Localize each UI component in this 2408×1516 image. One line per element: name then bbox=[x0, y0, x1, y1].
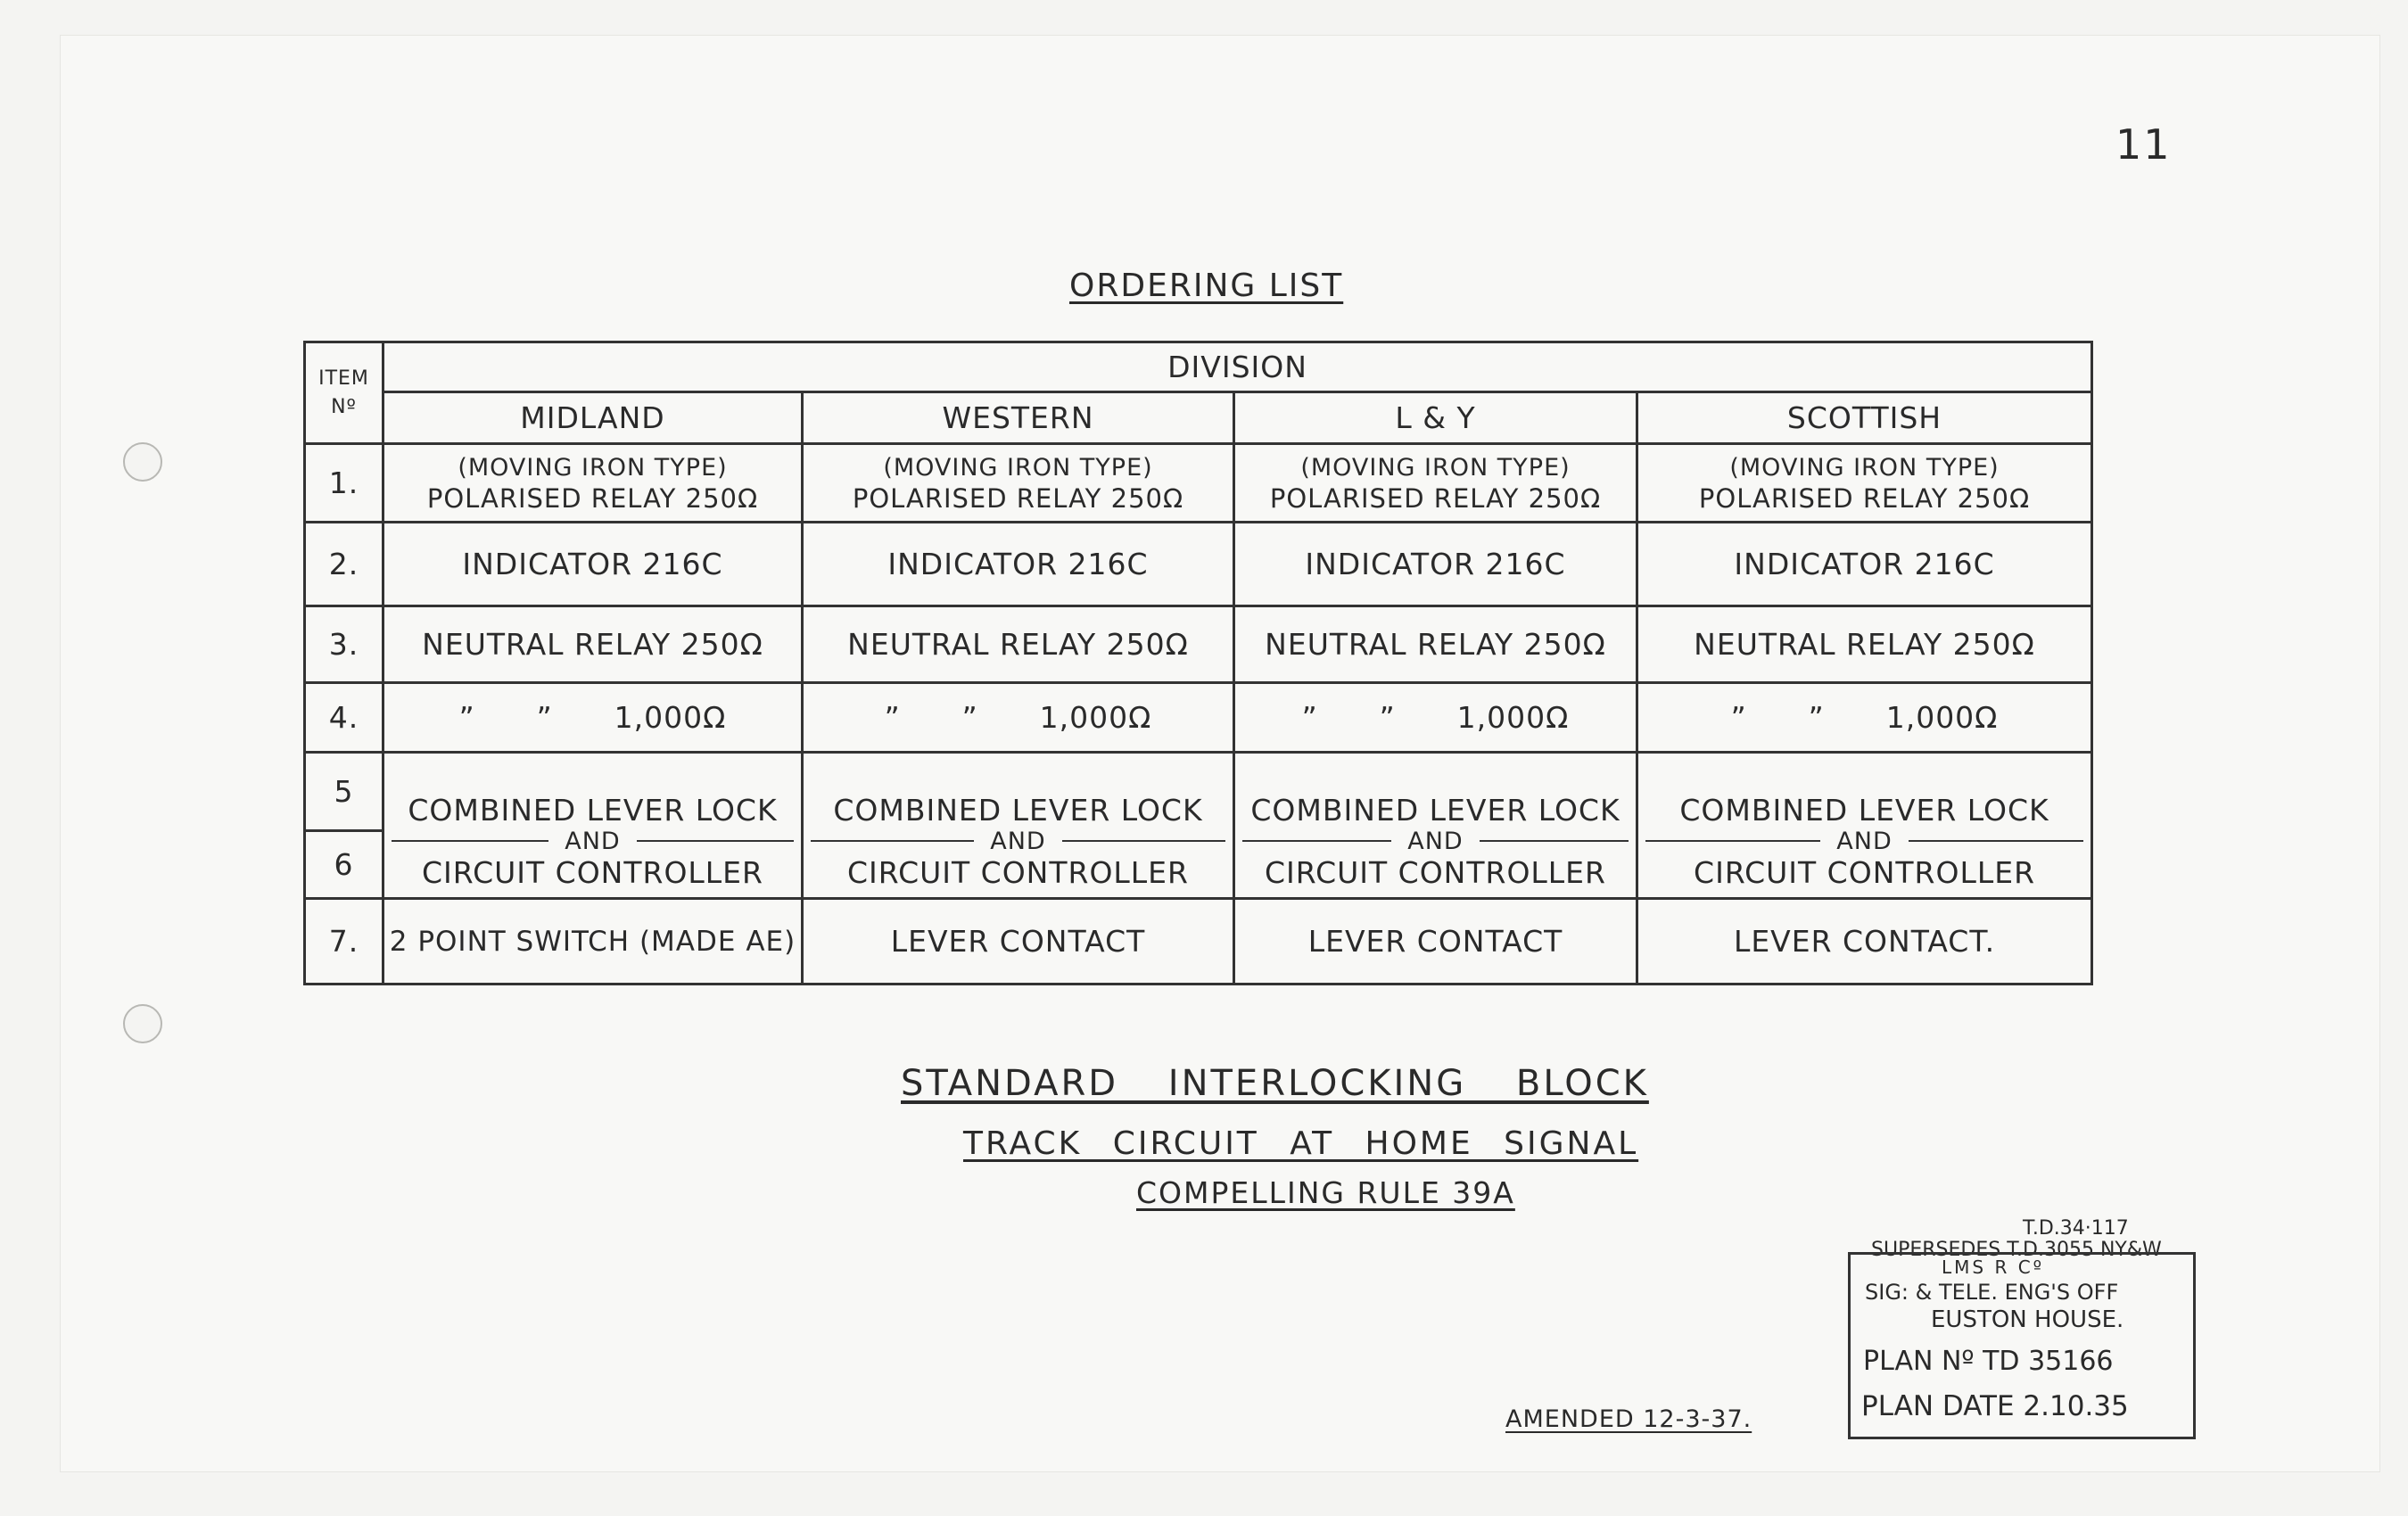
and-label: AND bbox=[804, 831, 1233, 855]
rule-title: COMPELLING RULE 39A bbox=[1136, 1175, 1515, 1210]
table-cell: NEUTRAL RELAY 250Ω bbox=[1234, 606, 1637, 683]
table-cell: COMBINED LEVER LOCK bbox=[803, 753, 1234, 831]
table-cell: (MOVING IRON TYPE) POLARISED RELAY 250Ω bbox=[1637, 444, 2092, 523]
table-cell: INDICATOR 216C bbox=[383, 523, 803, 606]
item-number: 7. bbox=[305, 899, 383, 985]
table-cell: ” ” 1,000Ω bbox=[383, 683, 803, 753]
and-label: AND bbox=[1638, 831, 2091, 855]
table-cell: NEUTRAL RELAY 250Ω bbox=[383, 606, 803, 683]
table-cell: COMBINED LEVER LOCK bbox=[1234, 753, 1637, 831]
table-cell: (MOVING IRON TYPE) POLARISED RELAY 250Ω bbox=[803, 444, 1234, 523]
ordering-list-title: ORDERING LIST bbox=[1069, 268, 1344, 304]
supersedes-label: SUPERSEDES bbox=[1871, 1239, 2001, 1261]
sub-title: TRACK CIRCUIT AT HOME SIGNAL bbox=[963, 1125, 1639, 1162]
division-header: DIVISION bbox=[383, 342, 2092, 392]
table-cell: AND CIRCUIT CONTROLLER bbox=[1637, 831, 2092, 899]
table-cell: AND CIRCUIT CONTROLLER bbox=[1234, 831, 1637, 899]
plan-number: PLAN Nº TD 35166 bbox=[1863, 1346, 2114, 1377]
column-header-scottish: SCOTTISH bbox=[1637, 392, 2092, 444]
column-header-western: WESTERN bbox=[803, 392, 1234, 444]
column-header-l-y: L & Y bbox=[1234, 392, 1637, 444]
table-cell: INDICATOR 216C bbox=[803, 523, 1234, 606]
plan-stamp bbox=[1848, 1252, 2196, 1439]
table-cell: INDICATOR 216C bbox=[1234, 523, 1637, 606]
table-cell: NEUTRAL RELAY 250Ω bbox=[803, 606, 1234, 683]
amended-date: AMENDED 12-3-37. bbox=[1505, 1405, 1752, 1433]
item-number: 3. bbox=[305, 606, 383, 683]
table-cell: LEVER CONTACT bbox=[803, 899, 1234, 985]
table-cell: ” ” 1,000Ω bbox=[803, 683, 1234, 753]
and-label: AND bbox=[384, 831, 801, 855]
supersedes-ref: T.D.3055 NY&W bbox=[2007, 1239, 2162, 1261]
table-row bbox=[305, 606, 2092, 683]
and-label: AND bbox=[1235, 831, 1636, 855]
table-row bbox=[305, 523, 2092, 606]
stamp-company: LMS R Cº bbox=[1942, 1256, 2045, 1278]
punch-hole bbox=[123, 442, 162, 482]
stamp-house: EUSTON HOUSE. bbox=[1931, 1306, 2124, 1333]
table-cell: COMBINED LEVER LOCK bbox=[383, 753, 803, 831]
table-row bbox=[305, 683, 2092, 753]
page-number: 11 bbox=[2115, 120, 2172, 169]
table-cell: (MOVING IRON TYPE) POLARISED RELAY 250Ω bbox=[383, 444, 803, 523]
stamp-department: SIG: & TELE. ENG'S OFF bbox=[1865, 1280, 2119, 1305]
punch-hole bbox=[123, 1004, 162, 1043]
column-header-midland: MIDLAND bbox=[383, 392, 803, 444]
item-number: 2. bbox=[305, 523, 383, 606]
item-number: 4. bbox=[305, 683, 383, 753]
table-cell: AND CIRCUIT CONTROLLER bbox=[803, 831, 1234, 899]
table-cell: LEVER CONTACT. bbox=[1637, 899, 2092, 985]
table-row bbox=[305, 899, 2092, 985]
table-cell: NEUTRAL RELAY 250Ω bbox=[1637, 606, 2092, 683]
item-number: 1. bbox=[305, 444, 383, 523]
table-row bbox=[305, 753, 2092, 831]
table-cell: ” ” 1,000Ω bbox=[1234, 683, 1637, 753]
item-header: ITEM Nº bbox=[305, 342, 383, 444]
table-cell: 2 POINT SWITCH (MADE AE) bbox=[383, 899, 803, 985]
table-cell: COMBINED LEVER LOCK bbox=[1637, 753, 2092, 831]
ordering-table bbox=[303, 341, 2093, 985]
supersedes-ref: T.D.34·117 bbox=[2023, 1217, 2129, 1240]
item-number: 6 bbox=[305, 831, 383, 899]
item-number: 5 bbox=[305, 753, 383, 831]
table-row bbox=[305, 831, 2092, 899]
plan-date: PLAN DATE 2.10.35 bbox=[1861, 1390, 2129, 1422]
table-cell: AND CIRCUIT CONTROLLER bbox=[383, 831, 803, 899]
main-title: STANDARD INTERLOCKING BLOCK bbox=[901, 1063, 1649, 1104]
table-cell: LEVER CONTACT bbox=[1234, 899, 1637, 985]
table-cell: INDICATOR 216C bbox=[1637, 523, 2092, 606]
table-cell: ” ” 1,000Ω bbox=[1637, 683, 2092, 753]
table-cell: (MOVING IRON TYPE) POLARISED RELAY 250Ω bbox=[1234, 444, 1637, 523]
table-row bbox=[305, 444, 2092, 523]
